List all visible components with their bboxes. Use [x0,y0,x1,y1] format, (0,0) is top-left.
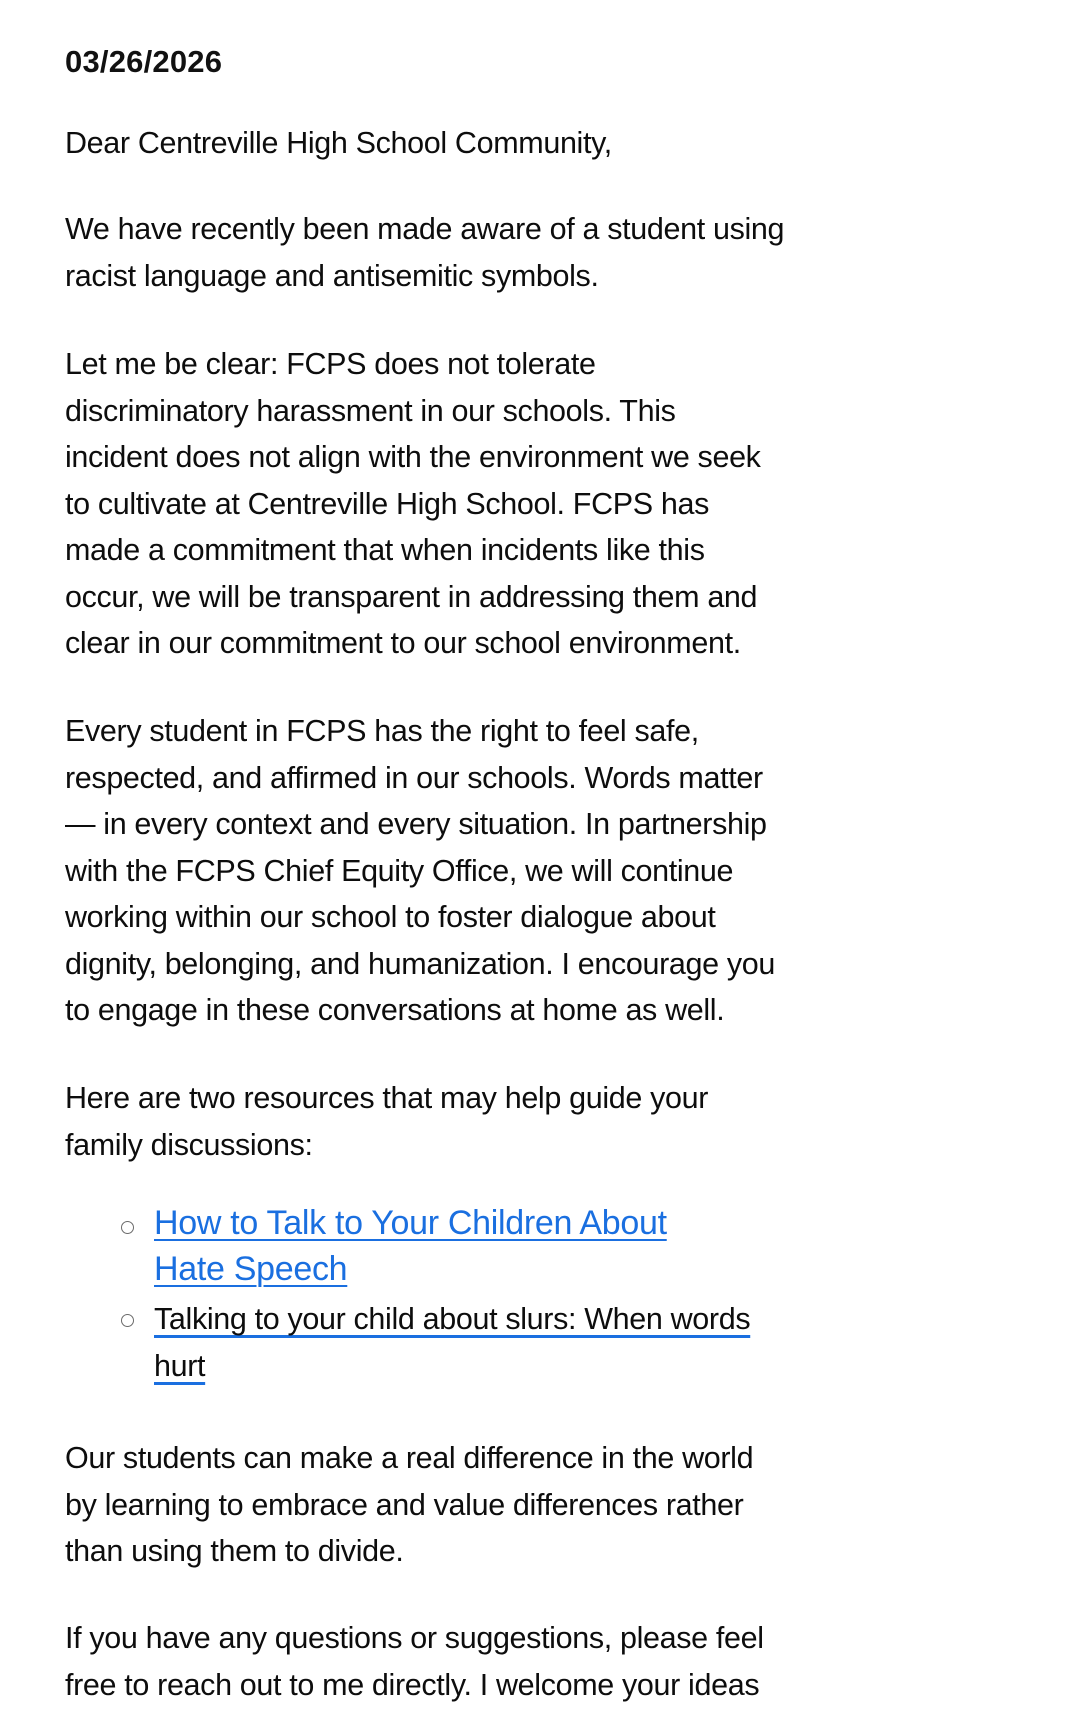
text-line: incident does not align with the environment we seek [65,440,761,474]
text-line: Here are two resources that may help guide your [65,1081,709,1115]
text-line: clear in our commitment to our school environment. [65,626,741,660]
link-line[interactable]: How to Talk to Your Children About [154,1204,667,1242]
text-line: to cultivate at Centreville High School. FCPS has [65,486,709,521]
resource-link-slurs[interactable] [154,1296,750,1389]
link-line[interactable]: Talking to your child about slurs: When words [154,1302,751,1336]
text-line: We have recently been made aware of a student using [65,212,785,246]
text-line: respected, and affirmed in our schools. Words matter [65,760,763,795]
text-line: than using them to divide. [65,1534,404,1568]
link-line[interactable]: hurt [154,1348,206,1383]
text-line: with the FCPS Chief Equity Office, we will continue [65,853,734,888]
paragraph-incident [65,206,784,299]
resource-list [65,1200,750,1389]
resource-item [65,1296,750,1389]
resource-item [65,1200,750,1296]
text-line: occur, we will be transparent in addressing them and [65,579,758,614]
text-line: discriminatory harassment in our schools. This [65,393,676,428]
text-line: working within our school to foster dialogue about [65,900,716,934]
paragraph-resources-intro [65,1075,708,1168]
greeting [65,120,612,167]
text-line: dignity, belonging, and humanization. I encourage you [65,946,776,981]
text-line: racist language and antisemitic symbols. [65,258,599,293]
paragraph-policy [65,341,761,667]
text-line: Our students can make a real difference in the world [65,1441,754,1475]
hollow-bullet-icon [121,1221,134,1234]
text-line: Let me be clear: FCPS does not tolerate [65,347,596,381]
link-line[interactable]: Hate Speech [154,1250,348,1288]
text-line: — in every context and every situation. In partnership [65,807,767,841]
text-line: free to reach out to me directly. I welcome your ideas [65,1667,760,1702]
hollow-bullet-icon [121,1314,134,1327]
text-line: by learning to embrace and value differences rather [65,1487,744,1522]
paragraph-contact [65,1615,764,1708]
text-line: made a commitment that when incidents like this [65,533,705,567]
text-line: If you have any questions or suggestions, please feel [65,1621,764,1655]
text-line: family discussions: [65,1127,313,1162]
resource-link-hate-speech[interactable] [154,1200,750,1292]
paragraph-difference [65,1435,753,1575]
text-line: to engage in these conversations at home as well. [65,993,725,1027]
text-line: Every student in FCPS has the right to feel safe, [65,714,699,748]
paragraph-rights [65,708,775,1034]
greeting-line: Dear Centreville High School Community, [65,126,612,160]
letter-date: 03/26/2026 [65,44,223,79]
